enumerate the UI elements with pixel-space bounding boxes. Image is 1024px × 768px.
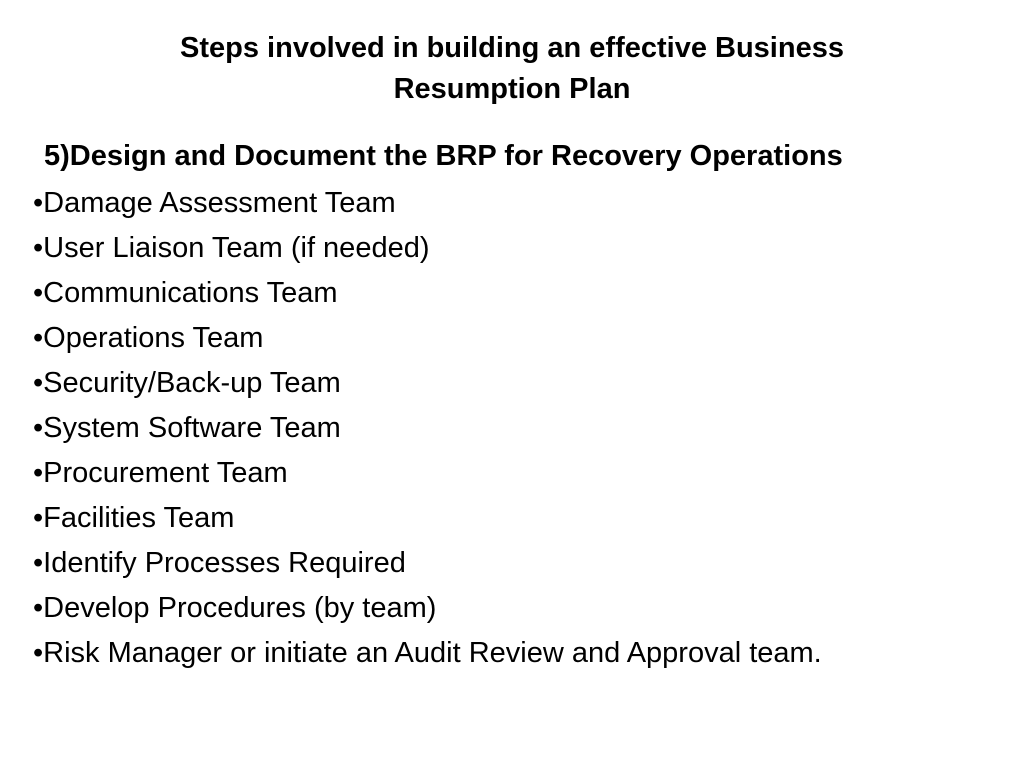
bullet-item-identify-processes: •Identify Processes Required (33, 547, 406, 579)
bullet-item-develop-procedures: •Develop Procedures (by team) (33, 592, 437, 624)
bullet-item-user-liaison: •User Liaison Team (if needed) (33, 232, 430, 264)
bullet-item-security-backup: •Security/Back-up Team (33, 367, 341, 399)
bullet-item-operations: •Operations Team (33, 322, 264, 354)
slide-title-line-1: Steps involved in building an effective Business (180, 32, 844, 64)
section-heading: 5)Design and Document the BRP for Recovery Operations (44, 140, 843, 172)
bullet-list (33, 181, 822, 676)
bullet-item-procurement: •Procurement Team (33, 457, 288, 489)
bullet-item-communications: •Communications Team (33, 277, 338, 309)
bullet-item-facilities: •Facilities Team (33, 502, 235, 534)
slide-title-line-2: Resumption Plan (393, 73, 631, 105)
bullet-item-damage-assessment: •Damage Assessment Team (33, 187, 396, 219)
bullet-item-risk-manager: •Risk Manager or initiate an Audit Review and Approval team. (33, 637, 822, 669)
slide-title (60, 28, 964, 110)
bullet-item-system-software: •System Software Team (33, 412, 341, 444)
